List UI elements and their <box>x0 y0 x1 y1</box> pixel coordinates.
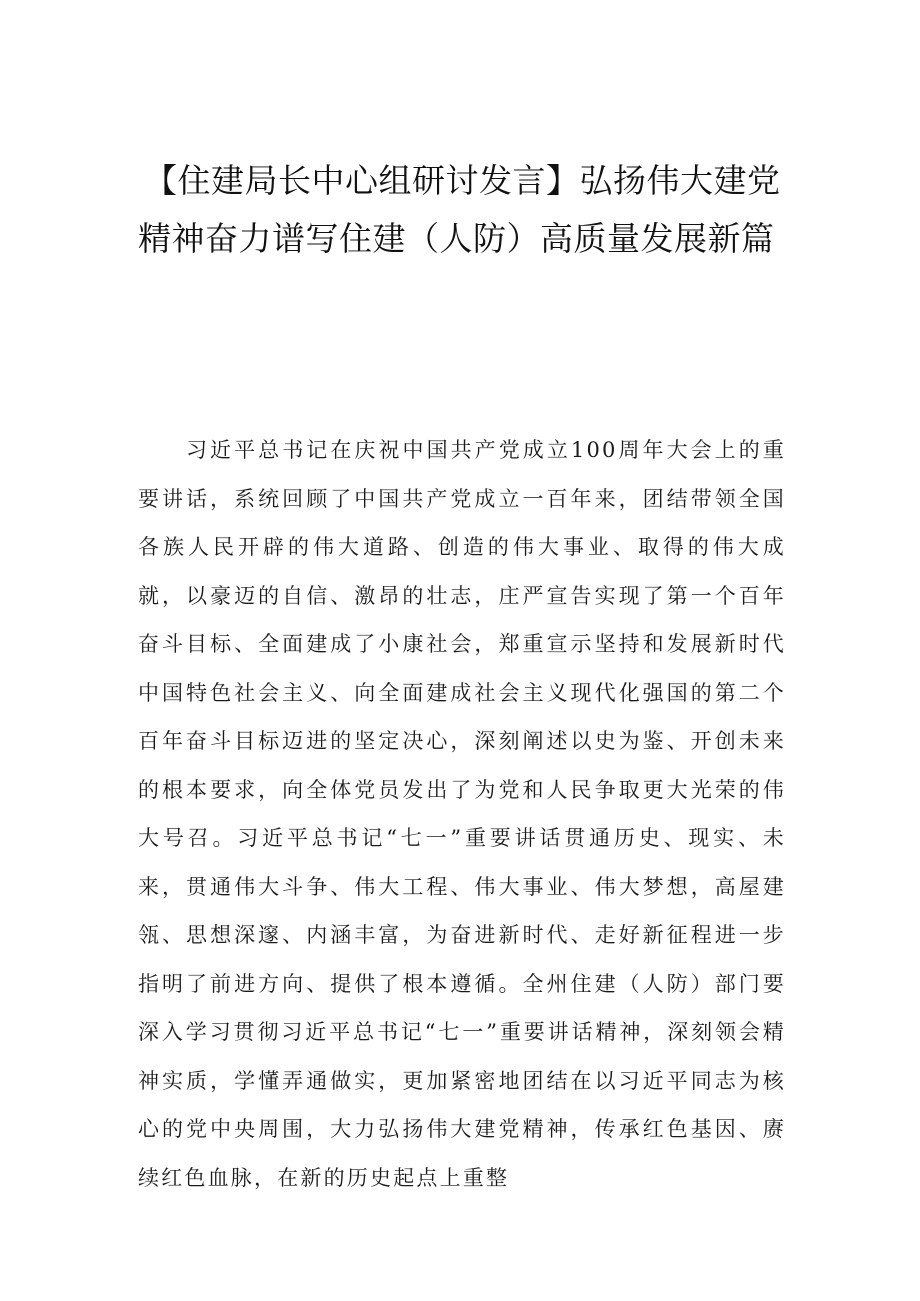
body-paragraph: 习近平总书记在庆祝中国共产党成立100周年大会上的重要讲话，系统回顾了中国共产党成立一百年来，团结带领全国各族人民开辟的伟大道路、创造的伟大事业、取得的伟大成就，以豪迈的自信、激昂的壮志，庄严宣告实现了第一个百年奋斗目标、全面建成了小康社会，郑重宣示坚持和发展新时代中国特色社会主义、向全面建成社会主义现代化强国的第二个百年奋斗目标迈进的坚定决心，深刻阐述以史为鉴、开创未来的根本要求，向全体党员发出了为党和人民争取更大光荣的伟大号召。习近平总书记“七一”重要讲话贯通历史、现实、未来，贯通伟大斗争、伟大工程、伟大事业、伟大梦想，高屋建瓴、思想深邃、内涵丰富，为奋进新时代、走好新征程进一步指明了前进方向、提供了根本遵循。全州住建（人防）部门要深入学习贯彻习近平总书记“七一”重要讲话精神，深刻领会精神实质，学懂弄通做实，更加紧密地团结在以习近平同志为核心的党中央周围，大力弘扬伟大建党精神，传承红色基因、赓续红色血脉，在新的历史起点上重整 <box>138 438 786 1190</box>
title-line-2: 精神奋力谱写住建（人防）高质量发展新篇 <box>138 219 775 258</box>
document-title <box>138 152 788 268</box>
title-line-1: 【住建局长中心组研讨发言】弘扬伟大建党 <box>144 161 781 200</box>
